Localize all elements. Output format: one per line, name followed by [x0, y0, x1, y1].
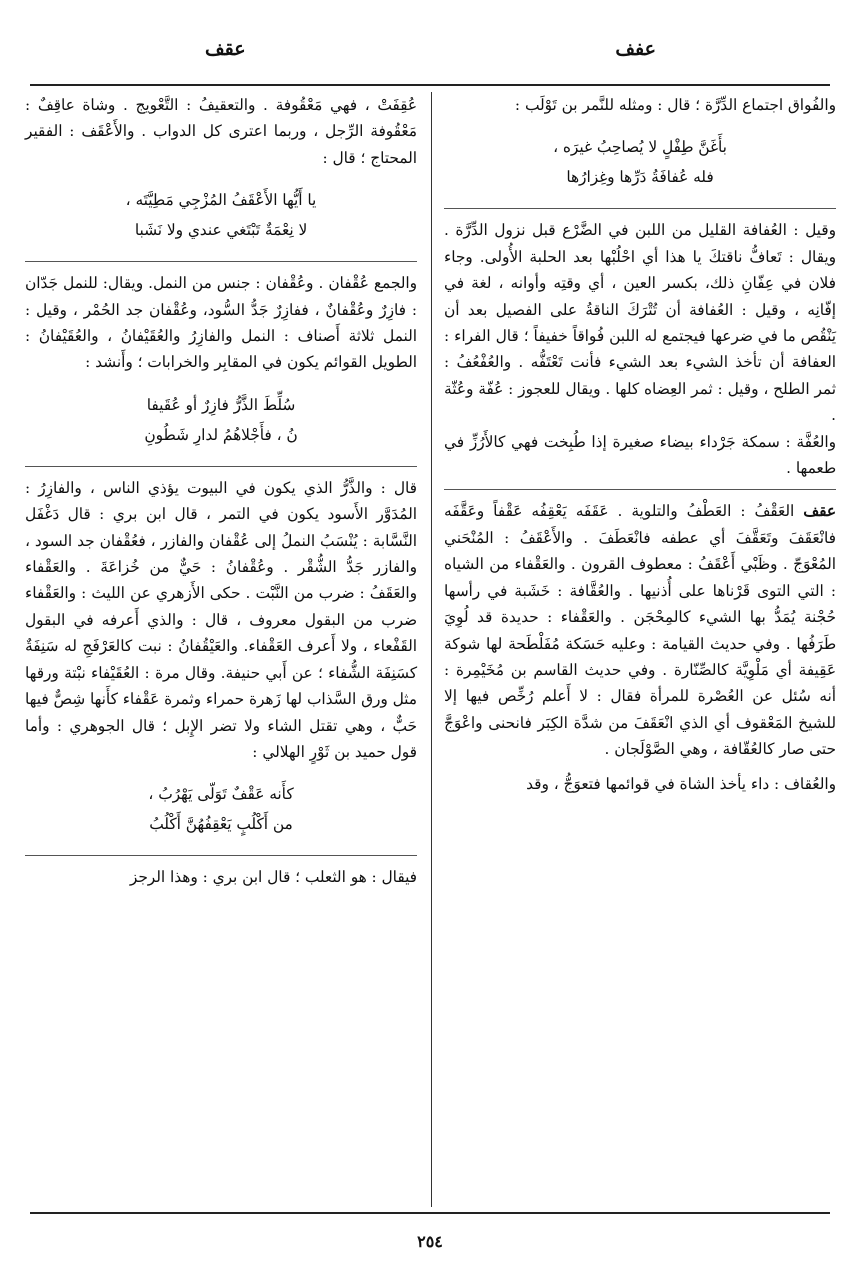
left-separator-1 — [25, 261, 417, 262]
header-left-keyword: عقف — [205, 38, 246, 60]
right-para-4: العَقْفُ : العَطْفُ والتلوية . عَقَفَه يَعْقِفُه عَقْفاً وعَقَّفَه فانْعَقَفَ وتَعَقَّفَ أي عطفه فانْعَطَفَ . والأَعْقَفُ : المُنْحَني المُعْوَجّ . وظَبْي أَعْقَفُ : معطوف القرون . والعَقْفاء من الشياه : التي التوى قَرْناها على أُذنيها . والعُقَّافة : خَشَبة في رأسها حُجْنة يُمَدُّ بها الشيء كالمِحْجَن . والعَقْفاء : حديدة قد لُوِيَ طَرَفُها . وفي حديث القيامة : وعليه حَسَكة مُفَلْطَحة لها شوكة عَقِيفة أي مَلْوِيَّة كالصِّنّارة . وفي حديث القاسم بن مُخَيْمِرة : أنه سُئل عن العُصْرة للمرأة فقال : لا أَعلم رُخِّص فيها إلا للشيخ المَعْقوف أي الذي انْعَقَفَ من شدَّة الكِبَر فانحنى واعْوَجَّ حتى صار كالعُقّافة ، وهي الصَّوْلَجان . — [444, 502, 836, 759]
left-separator-3 — [25, 855, 417, 856]
left-column — [25, 92, 417, 891]
column-divider — [431, 92, 432, 1207]
left-para-1: عُقِفَتْ ، فهي مَعْقُوفة . والتعقيفُ : التَّعْويج . وشاة عاقِفٌ : مَعْقُوفة الرِّجل ، وربما اعترى كل الدواب . والأَعْقَف : الفقير المحتاج ؛ قال : — [25, 96, 417, 167]
left-para-2: والجمع عُقْفان . وعُقْفان : جنس من النمل. ويقال: للنمل جَدّان : فازِرٌ وعُقْفانٌ ، ففازِرٌ جَدُّ السُّود، وعُقْفان جد الحُمْر ، وقيل : النمل ثلاثة أَصناف : النمل والفازِرُ والعُقَيْفانُ ، والعُقَيْفانُ : الطويل القوائم يكون في المقابِر والخرابات ؛ وأَنشد : — [25, 274, 417, 372]
left-poem-2-line-1: سُلِّطَ الذَّرُّ فازِرٌ أو عُقَيفا — [146, 395, 296, 414]
left-poem-2 — [25, 390, 417, 450]
right-entry-aqf — [444, 498, 836, 762]
left-poem-1-line-2: لا نِعْمَةٌ تَبْتَغي عندي ولا نَشَبا — [134, 221, 308, 240]
left-para-4: فيقال : هو الثعلب ؛ قال ابن بري : وهذا الرجز — [129, 868, 417, 887]
right-para-3: والعُفَّة : سمكة جَرْداء بيضاء صغيرة إذا طُبِخت فهي كالأَرُزِّ في طعمها . — [444, 432, 836, 478]
right-column — [444, 92, 836, 797]
left-separator-2 — [25, 466, 417, 467]
right-separator-1 — [444, 208, 836, 209]
page-number: ٢٥٤ — [417, 1232, 443, 1251]
left-poem-3-line-1: كأَنه عَقْفٌ تَوَلّى يَهْرُبُ ، — [148, 785, 294, 804]
right-poem-1-line-1: بأَغَنَّ طِفْلٍ لا يُصاحِبُ غيرَه ، — [553, 138, 727, 157]
right-separator-2 — [444, 489, 836, 490]
left-poem-2-line-2: نُ ، فأَجْلاهُمُ لدارِ شَطُونِ — [144, 425, 298, 444]
right-para-1: والفُواق اجتماع الدِّرَّة ؛ قال : ومثله للنَّمر بن تَوْلَب : — [514, 96, 836, 114]
left-para-3: قال : والذَّرُّ الذي يكون في البيوت يؤذي الناس ، والفازِرُ : المُدَوَّر الأَسود يكون في التمر ، قال ابن بري : قال دَغْفَل النَّسَّابة : يُنْسَبُ النملُ إلى عُقْفان والفازر ، فعُقْفان جد السود ، والفازر جَدُّ الشُّقْر . وعُقْفانُ : حَيٌّ من خُزاعَةَ . والعَقْفاء والعَقَفُ : ضرب من النَّبْت . حكى الأَزهري عن الليث : والعَقْفاء ضرب من البقول معروف ، قال : والذي أَعرفه في البقول القَفْعاء ، ولا أَعرف العَقْفاء. والعَيْقُفانُ : نبت كالعَرْفَجِ له سَنِفَةٌ كسَنِفَة الشُّفاء ؛ عن أَبي حنيفة. وقال مرة : العُقَيْفاء نبْتة ورقها مثل ورق السَّذاب لها زَهرة حمراء وثمرة عَقْفاء كأَنها شِصٌّ فيها حَبٌّ ، وهي تقتل الشاء ولا تضر الإِبل ؛ قال الجوهري : وأما قول حميد بن ثَوْرٍ الهلالي : — [25, 478, 417, 761]
right-poem-1-line-2: فله عُفافَةُ دَرِّها وغِزارُها — [566, 168, 714, 187]
left-poem-1 — [25, 185, 417, 245]
right-para-2: وقيل : العُفافة القليل من اللبن في الضَّرْع قبل نزول الدِّرَّة . ويقال : تَعافُّ ناقتكَ يا هذا أي احْلُبْها بعد الحلبة الأُولى. وجاء فلان في عِفّانِ ذلك، بكسر العين ، أي وقتِه وأوانه ، لغة في إفّانِه ، وقيل : العُفافة أن تُتْرَكَ الناقةُ على الفصيل بعد أن يَنْقُص ما في ضرعها فيجتمع له اللبن فُواقاً خفيفاً ؛ قال الفراء : العفافة أن تأخذ الشيء بعد الشيء فأنت تَعْتَفُّه . والعُفْعُفُ : ثمر الطلح ، وقيل : ثمر العِضاه كلها . ويقال للعجوز : عُفّة وعُثّة . — [444, 221, 836, 425]
right-para-5: والعُقاف : داء يأخذ الشاة في قوائمها فتعوَجُّ ، وقد — [526, 774, 836, 793]
top-rule — [30, 84, 830, 86]
left-poem-3 — [25, 779, 417, 839]
left-poem-3-line-2: من أَكْلُبٍ يَعْقِفُهُنَّ أَكْلُبُ — [149, 815, 293, 834]
header-right-keyword: عفف — [615, 38, 656, 60]
bottom-rule — [30, 1212, 830, 1214]
left-poem-1-line-1: يا أَيُّها الأَعْقَفُ المُزْجِي مَطِيَّتَه ، — [125, 191, 317, 210]
entry-headword: عقف — [803, 502, 836, 521]
right-poem-1 — [444, 132, 836, 192]
